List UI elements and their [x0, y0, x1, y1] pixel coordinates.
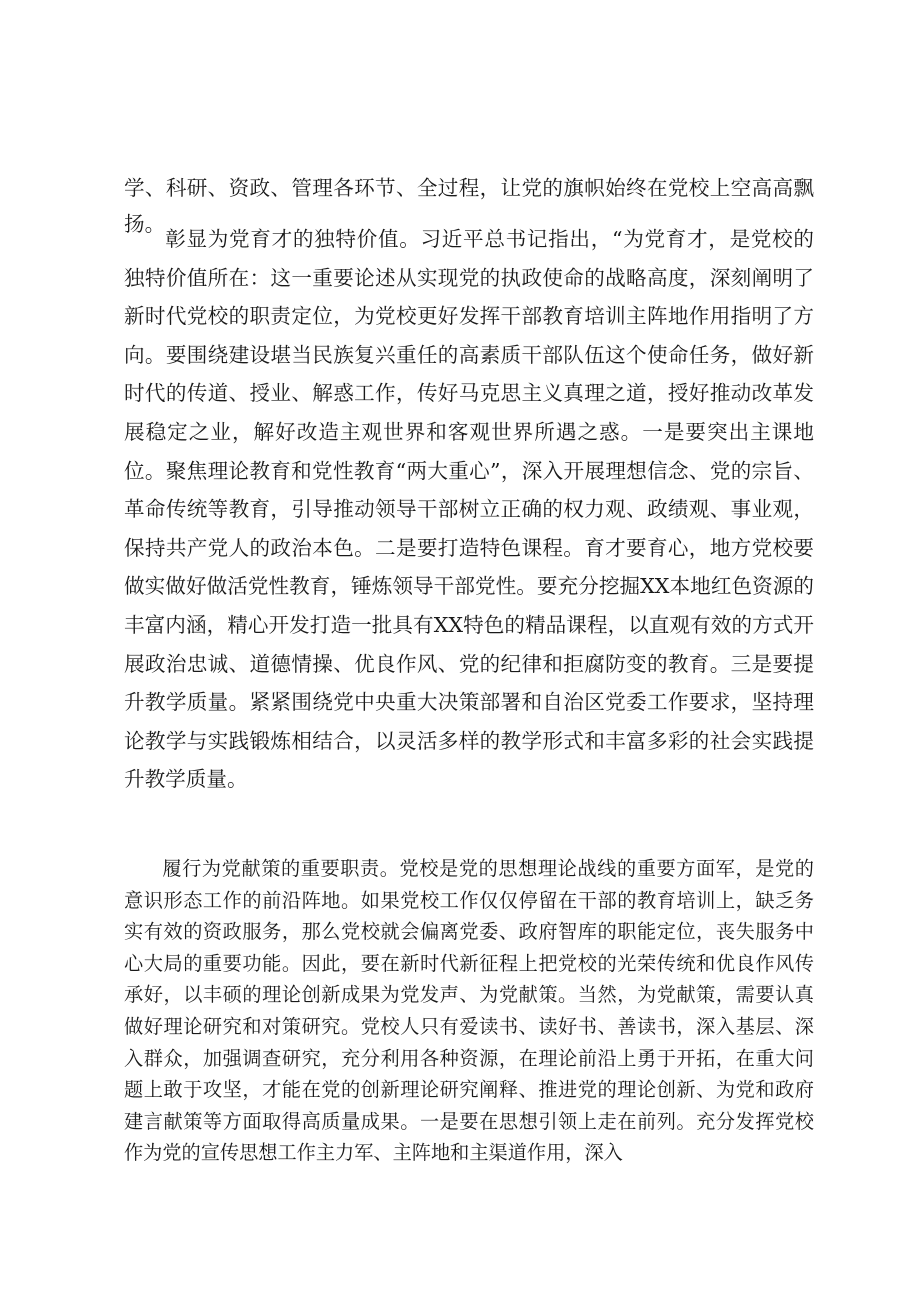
paragraph-talent-cultivation: 彰显为党育才的独特价值。习近平总书记指出，“为党育才，是党校的独特价值所在：这一重要论述从实现党的执政使命的战略高度，深刻阐明了新时代党校的职责定位，为党校更好发挥干部教育培训主阵地作用指明了方向。要围绕建设堪当民族复兴重任的高素质干部队伍这个使命任务，做好新时代的传道、授业、解惑工作，传好马克思主义真理之道，授好推动改革发展稳定之业，解好改造主观世界和客观世界所遇之惑。一是要突出主课地位。聚焦理论教育和党性教育“两大重心”，深入开展理想信念、党的宗旨、革命传统等教育，引导推动领导干部树立正确的权力观、政绩观、事业观，保持共产党人的政治本色。二是要打造特色课程。育才要育心，地方党校要做实做好做活党性教育，锤炼领导干部党性。要充分挖掘XX本地红色资源的丰富内涵，精心开发打造一批具有XX特色的精品课程，以直观有效的方式开展政治忠诚、道德情操、优良作风、党的纪律和拒腐防变的教育。三是要提升教学质量。紧紧围绕党中央重大决策部署和自治区党委工作要求，坚持理论教学与实践锻炼相结合，以灵活多样的教学形式和丰富多彩的社会实践提升教学质量。: [124, 227, 814, 792]
paragraph-policy-advice: 履行为党献策的重要职责。党校是党的思想理论战线的重要方面军，是党的意识形态工作的前沿阵地。如果党校工作仅仅停留在干部的教育培训上，缺乏务实有效的资政服务，那么党校就会偏离党委、政府智库的职能定位，丧失服务中心大局的重要功能。因此，要在新时代新征程上把党校的光荣传统和优良作风传承好，以丰硕的理论创新成果为党发声、为党献策。当然，为党献策，需要认真做好理论研究和对策研究。党校人只有爱读书、读好书、善读书，深入基层、深入群众，加强调查研究，充分利用各种资源，在理论前沿上勇于开拓，在重大问题上敢于攻坚，才能在党的创新理论研究阐释、推进党的理论创新、为党和政府建言献策等方面取得高质量成果。一是要在思想引领上走在前列。充分发挥党校作为党的宣传思想工作主力军、主阵地和主渠道作用，深入: [124, 857, 814, 1165]
paragraph-continuation: 学、科研、资政、管理各环节、全过程，让党的旗帜始终在党校上空高高飘扬。: [124, 176, 814, 236]
